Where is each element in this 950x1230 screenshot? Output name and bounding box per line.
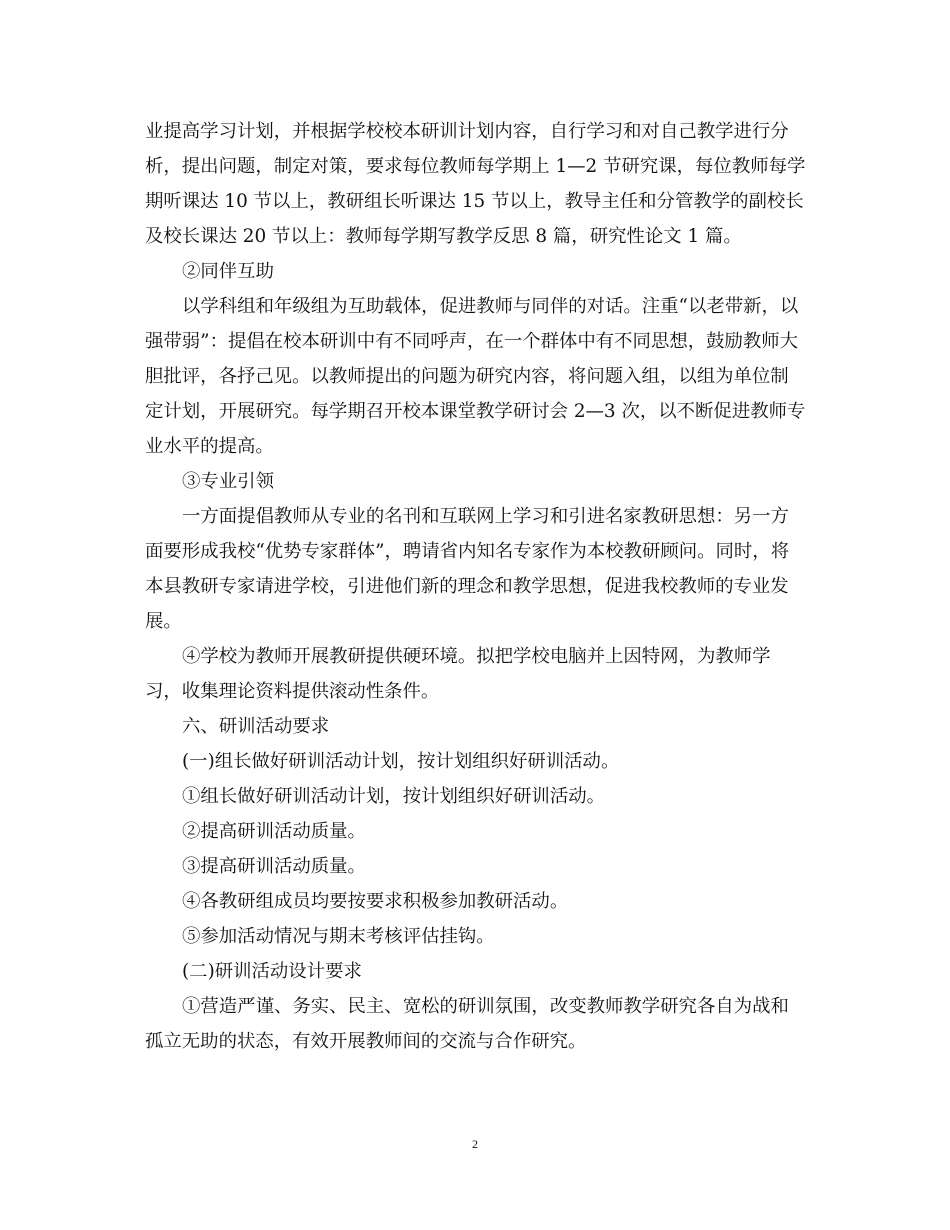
list-item: ③提高研训活动质量。: [182, 856, 366, 877]
list-item: ④各教研组成员均要按要求积极参加教研活动。: [182, 891, 569, 912]
text-line: 一方面提倡教师从专业的名刊和互联网上学习和引进名家教研思想：另一方: [182, 506, 789, 527]
text-line: 业水平的提高。: [145, 436, 274, 457]
page-number: 2: [472, 1137, 478, 1151]
list-item: ②提高研训活动质量。: [182, 821, 366, 842]
text-line: 孤立无助的状态，有效开展教师间的交流与合作研究。: [145, 1031, 587, 1052]
text-line: 强带弱”：提倡在校本研训中有不同呼声，在一个群体中有不同思想，鼓励教师大: [145, 331, 799, 352]
subheading-peer-assistance: ②同伴互助: [182, 261, 274, 282]
text-line: 展。: [145, 611, 182, 632]
text-line: 胆批评，各抒己见。以教师提出的问题为研究内容，将问题入组，以组为单位制: [145, 366, 789, 387]
text-line: 习，收集理论资料提供滚动性条件。: [145, 681, 440, 702]
list-item: ⑤参加活动情况与期末考核评估挂钩。: [182, 926, 495, 947]
text-line: 业提高学习计划，并根据学校校本研训计划内容，自行学习和对自己教学进行分: [145, 121, 789, 142]
text-line: 本县教研专家请进学校，引进他们新的理念和教学思想，促进我校教师的专业发: [145, 576, 789, 597]
document-body: [145, 114, 811, 1059]
text-line: 及校长课达 20 节以上：教师每学期写教学反思 8 篇，研究性论文 1 篇。: [145, 226, 742, 247]
text-line: ④学校为教师开展教研提供硬环境。拟把学校电脑并上因特网，为教师学: [182, 646, 771, 667]
text-line: 面要形成我校“优势专家群体”，聘请省内知名专家作为本校教研顾问。同时，将: [145, 541, 790, 562]
text-line: 期听课达 10 节以上，教研组长听课达 15 节以上，教导主任和分管教学的副校长: [145, 191, 804, 212]
subheading-professional-guidance: ③专业引领: [182, 471, 274, 492]
text-line: 以学科组和年级组为互助载体，促进教师与同伴的对话。注重“以老带新，以: [182, 296, 799, 317]
section-heading: 六、研训活动要求: [182, 716, 330, 737]
list-item: ①组长做好研训活动计划，按计划组织好研训活动。: [182, 786, 605, 807]
list-item: ①营造严谨、务实、民主、宽松的研训氛围，改变教师教学研究各自为战和: [182, 996, 789, 1017]
subsection-heading: (一)组长做好研训活动计划，按计划组织好研训活动。: [182, 751, 620, 772]
text-line: 定计划，开展研究。每学期召开校本课堂教学研讨会 2—3 次，以不断促进教师专: [145, 401, 806, 422]
text-line: 析，提出问题，制定对策，要求每位教师每学期上 1—2 节研究课，每位教师每学: [145, 156, 806, 177]
subsection-heading: (二)研训活动设计要求: [182, 961, 362, 982]
